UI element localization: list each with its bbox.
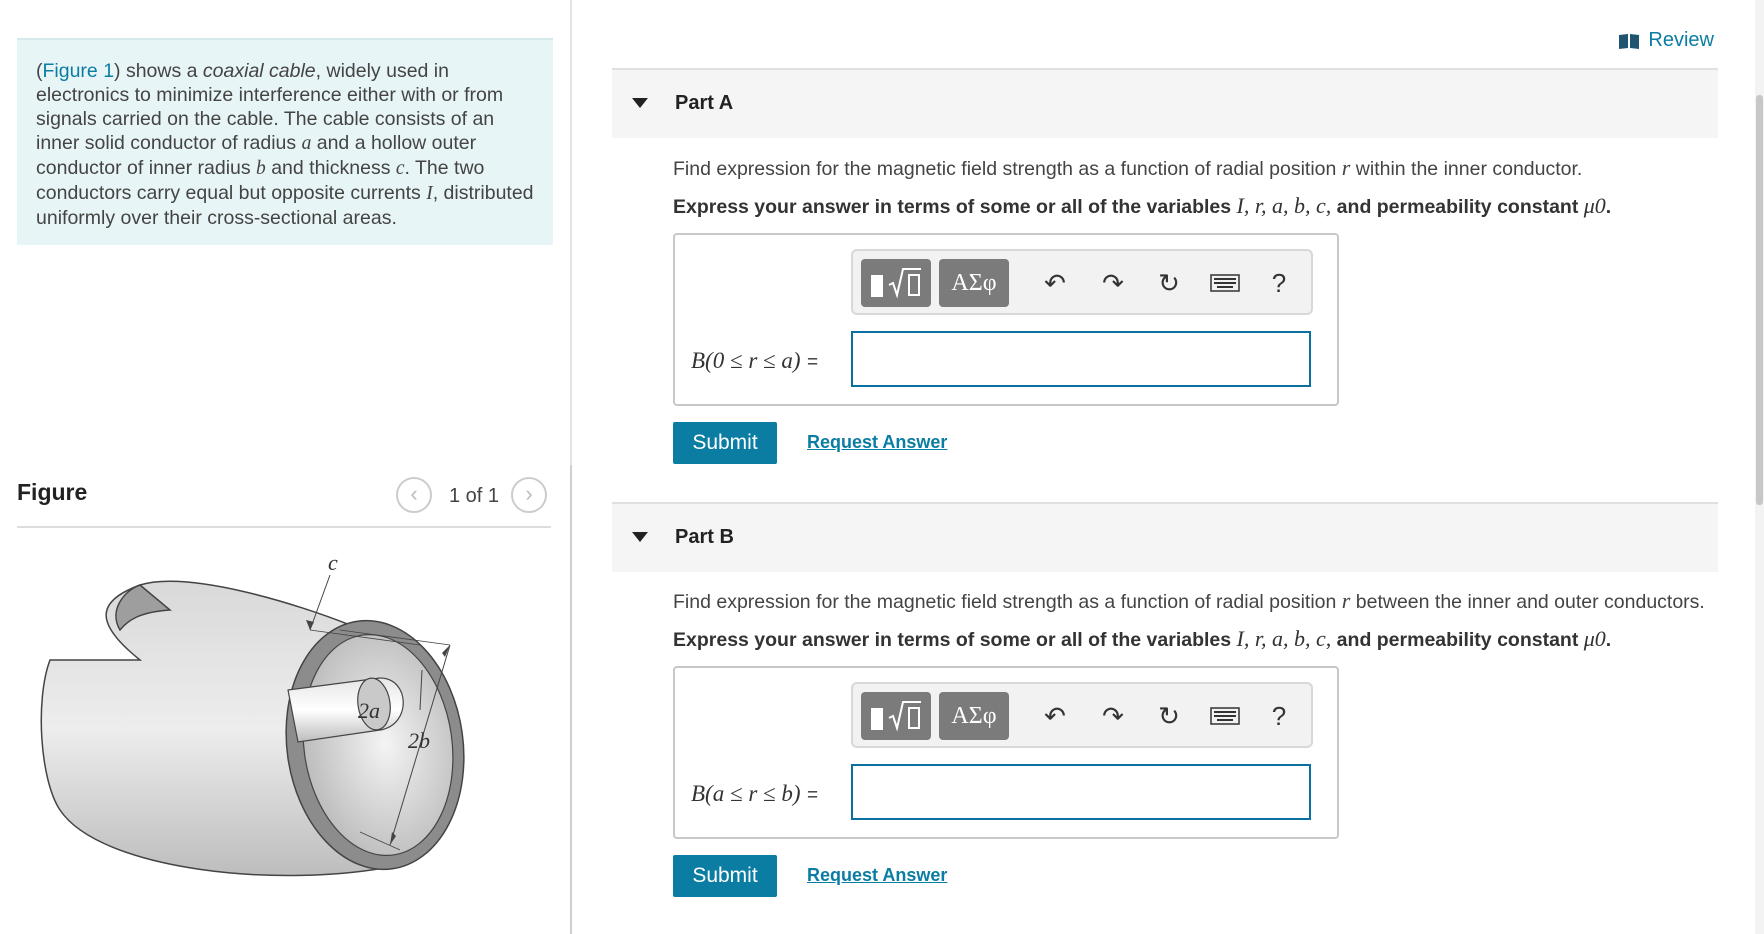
book-icon xyxy=(1618,32,1640,50)
instructions-text: and permeability constant xyxy=(1331,629,1584,651)
help-button[interactable]: ? xyxy=(1271,701,1287,731)
help-button[interactable]: ? xyxy=(1271,268,1287,298)
redo-icon: ↷ xyxy=(1102,701,1124,731)
equals-sign: = xyxy=(806,352,819,373)
next-figure-button[interactable] xyxy=(511,477,547,513)
math-toolbar xyxy=(851,682,1313,748)
var-r: r xyxy=(1341,588,1351,613)
part-b-instructions: Express your answer in terms of some or all of the variables I, r, a, b, c, and permeability constant μ0. xyxy=(673,626,1612,651)
part-b-lhs xyxy=(691,780,818,807)
templates-icon xyxy=(865,694,927,738)
coaxial-cable-figure xyxy=(40,550,520,920)
chevron-right-icon: › xyxy=(525,481,533,506)
instructions-text: and permeability constant xyxy=(1331,196,1584,218)
var-a: a xyxy=(301,133,312,154)
figure-link[interactable]: Figure 1 xyxy=(42,60,115,82)
redo-button[interactable] xyxy=(1095,698,1131,734)
part-a-answer-box xyxy=(673,233,1339,406)
part-b-label: Part B xyxy=(675,526,734,548)
lhs-expression: B(a ≤ r ≤ b) xyxy=(691,781,801,806)
part-b-question xyxy=(673,588,1705,614)
reset-button[interactable] xyxy=(1151,698,1187,734)
keyboard-icon xyxy=(1210,706,1240,726)
question-text: Find expression for the magnetic field strength as a function of radial position xyxy=(673,591,1342,613)
part-a-lhs xyxy=(691,347,818,374)
part-b-answer-box xyxy=(673,666,1339,839)
left-panel xyxy=(0,0,568,934)
part-a-answer-input[interactable] xyxy=(851,331,1311,387)
chevron-left-icon: ‹ xyxy=(410,481,418,506)
intro-text: . The two conductors carry equal but opposite currents xyxy=(36,157,485,204)
var-c: c xyxy=(395,158,405,179)
intro-text: , widely used in electronics to minimize interference either with or from signals carried on the cable. The cable consists of an inner solid conductor of radius xyxy=(36,60,504,154)
part-a-label: Part A xyxy=(675,92,734,114)
label-c: c xyxy=(328,550,338,575)
undo-icon: ↶ xyxy=(1044,268,1066,298)
mu0-symbol: μ0 xyxy=(1583,193,1606,218)
reset-icon: ↻ xyxy=(1158,701,1180,731)
intro-emphasis: coaxial cable xyxy=(202,60,316,82)
question-text: between the inner and outer conductors. xyxy=(1350,591,1705,613)
part-b-submit-button[interactable]: Submit xyxy=(673,855,777,897)
panel-divider-lower xyxy=(570,465,572,934)
part-a-submit-button[interactable]: Submit xyxy=(673,422,777,464)
variables-list: I, r, a, b, c, xyxy=(1236,626,1332,651)
templates-button[interactable] xyxy=(861,692,931,740)
review-label: Review xyxy=(1648,29,1714,51)
instructions-text: Express your answer in terms of some or all of the variables xyxy=(673,196,1237,218)
var-I: I xyxy=(426,183,433,204)
part-a-header[interactable] xyxy=(612,68,1718,138)
keyboard-button[interactable] xyxy=(1207,698,1243,734)
intro-text: , distributed uniformly over their cross-sectional areas. xyxy=(36,182,534,229)
question-text: within the inner conductor. xyxy=(1350,158,1583,180)
var-r: r xyxy=(1341,155,1351,180)
prev-figure-button[interactable] xyxy=(396,477,432,513)
figure-title: Figure xyxy=(17,479,88,505)
redo-button[interactable] xyxy=(1095,265,1131,301)
part-a-question xyxy=(673,155,1582,181)
review-link[interactable] xyxy=(1618,29,1714,52)
intro-text: and a hollow outer conductor of inner radius xyxy=(36,132,477,179)
templates-button[interactable] xyxy=(861,259,931,307)
part-a-instructions: Express your answer in terms of some or all of the variables I, r, a, b, c, and permeability constant μ0. xyxy=(673,193,1612,218)
equals-sign: = xyxy=(806,785,819,806)
greek-symbols-button[interactable]: ΑΣφ xyxy=(939,259,1009,307)
question-text: Find expression for the magnetic field strength as a function of radial position xyxy=(673,158,1342,180)
problem-intro: (Figure 1) shows a coaxial cable, widely used in electronics to minimize interference either with or from signals carried on the cable. The cable consists of an inner solid conductor of radius a and a hollow outer conductor of inner radius b and thickness c. The two conductors carry equal but opposite currents I, distributed uniformly over their cross-sectional areas. xyxy=(17,38,553,245)
variables-list: I, r, a, b, c, xyxy=(1236,193,1332,218)
label-2b: 2b xyxy=(408,728,430,753)
intro-text: ) shows a xyxy=(114,60,203,82)
var-b: b xyxy=(256,158,266,179)
figure-header xyxy=(17,473,551,528)
scrollbar-thumb[interactable] xyxy=(1756,95,1763,505)
keyboard-button[interactable] xyxy=(1207,265,1243,301)
part-a-request-answer-link[interactable]: Request Answer xyxy=(807,432,948,452)
mu0-symbol: μ0 xyxy=(1583,626,1606,651)
label-2a: 2a xyxy=(358,698,380,723)
intro-text: and thickness xyxy=(265,157,396,179)
greek-symbols-button[interactable]: ΑΣφ xyxy=(939,692,1009,740)
redo-icon: ↷ xyxy=(1102,268,1124,298)
undo-button[interactable] xyxy=(1037,265,1073,301)
figure-count: 1 of 1 xyxy=(449,485,500,507)
instructions-text: Express your answer in terms of some or all of the variables xyxy=(673,629,1237,651)
undo-button[interactable] xyxy=(1037,698,1073,734)
templates-icon xyxy=(865,261,927,305)
collapse-triangle-icon xyxy=(632,98,648,108)
reset-button[interactable] xyxy=(1151,265,1187,301)
undo-icon: ↶ xyxy=(1044,701,1066,731)
lhs-expression: B(0 ≤ r ≤ a) xyxy=(691,348,801,373)
part-b-header[interactable] xyxy=(612,502,1718,572)
keyboard-icon xyxy=(1210,273,1240,293)
part-b-request-answer-link[interactable]: Request Answer xyxy=(807,865,948,885)
reset-icon: ↻ xyxy=(1158,268,1180,298)
part-b-answer-input[interactable] xyxy=(851,764,1311,820)
math-toolbar xyxy=(851,249,1313,315)
collapse-triangle-icon xyxy=(632,532,648,542)
